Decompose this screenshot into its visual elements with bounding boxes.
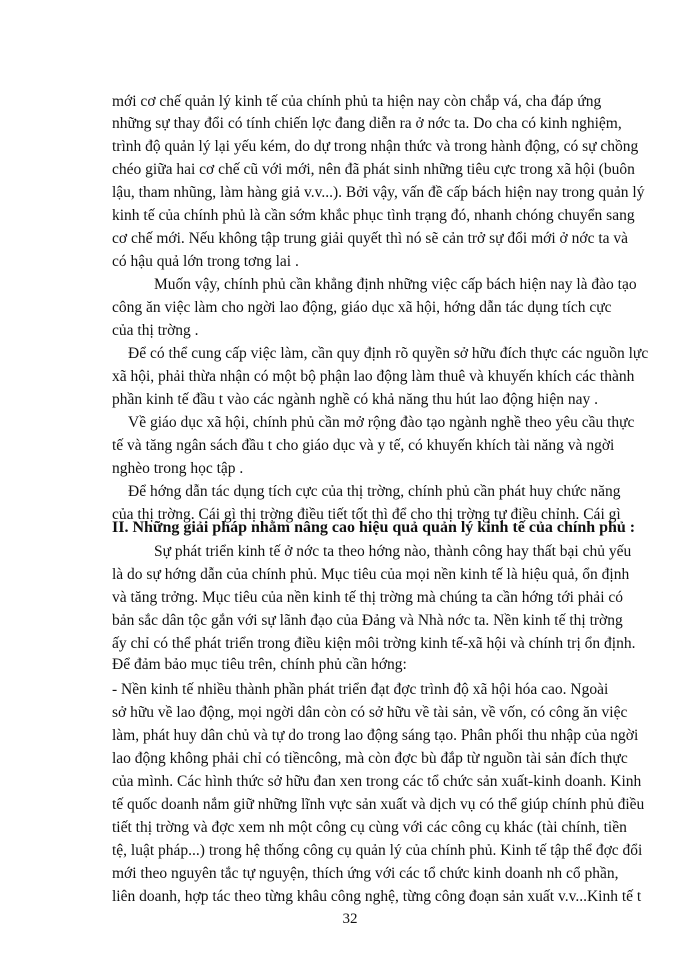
text-line: cơ chế mới. Nếu không tập trung giải quyết thì nó sẽ cản trở sự đổi mới ở nớc ta và: [112, 230, 629, 247]
text-line: bản sắc dân tộc gắn với sự lãnh đạo của Đảng và Nhà nớc ta. Nền kinh tế thị trờng: [112, 612, 623, 629]
text-line: nghèo trong học tập .: [112, 460, 244, 477]
text-line: - Nền kinh tế nhiều thành phần phát triển đạt đợc trình độ xã hội hóa cao. Ngoài: [112, 681, 609, 698]
text-line: sở hữu về lao động, mọi ngời dân còn có sở hữu về tài sản, về vốn, có công ăn việc: [112, 704, 628, 721]
section-heading: II. Những giải pháp nhằm nâng cao hiệu quả quản lý kinh tế của chính phủ :: [112, 519, 636, 536]
text-line: có hậu quả lớn trong tơng lai .: [112, 253, 299, 270]
text-line: chéo giữa hai cơ chế cũ với mới, nên đã phát sinh những tiêu cực trong xã hội (buôn: [112, 161, 635, 178]
text-line: của mình. Các hình thức sở hữu đan xen trong các tổ chức sản xuất-kinh doanh. Kinh: [112, 773, 642, 790]
text-line: mới cơ chế quản lý kinh tế của chính phủ ta hiện nay còn chắp vá, cha đáp ứng: [112, 93, 602, 110]
text-line: tế và tăng ngân sách đầu t cho giáo dục và y tế, có khuyến khích tài năng và ngời: [112, 437, 615, 454]
text-line: của thị trờng. Cái gì thị trờng điều tiết tốt thì để cho thị trờng tự điều chỉnh. Cái gì: [112, 506, 621, 523]
text-line: là do sự hớng dẫn của chính phủ. Mục tiêu của mọi nền kinh tế là hiệu quả, ổn định: [112, 566, 630, 583]
text-line: Về giáo dục xã hội, chính phủ cần mở rộng đào tạo ngành nghề theo yêu cầu thực: [128, 414, 635, 431]
text-line: Để hớng dẫn tác dụng tích cực của thị trờng, chính phủ cần phát huy chức năng: [128, 483, 621, 500]
text-line: những sự thay đổi có tính chiến lợc đang diễn ra ở nớc ta. Do cha có kinh nghiệm,: [112, 115, 622, 132]
text-line: công ăn việc làm cho ngời lao động, giáo dục xã hội, hớng dẫn tác dụng tích cực: [112, 299, 612, 316]
text-line: xã hội, phải thừa nhận có một bộ phận lao động làm thuê và khuyến khích các thành: [112, 368, 635, 385]
text-line: liên doanh, hợp tác theo từng khâu công nghệ, từng công đoạn sản xuất v.v...Kinh tế t: [112, 888, 642, 905]
text-line: phần kinh tế đầu t vào các ngành nghề có khả năng thu hút lao động hiện nay .: [112, 391, 598, 408]
text-line: mới theo nguyên tắc tự nguyện, thích ứng với các tổ chức kinh doanh nh cổ phần,: [112, 865, 619, 882]
text-line: kinh tế của chính phủ là cần sớm khắc phục tình trạng đó, nhanh chóng chuyển sang: [112, 207, 635, 224]
text-line: của thị trờng .: [112, 322, 199, 339]
page-number: 32: [342, 911, 358, 927]
text-line: lậu, tham nhũng, làm hàng giả v.v...). Bởi vậy, vấn đề cấp bách hiện nay trong quản lý: [112, 184, 645, 201]
text-line: tiết thị trờng và đợc xem nh một công cụ cùng với các công cụ khác (tài chính, tiền: [112, 819, 627, 836]
text-line: tế quốc doanh nắm giữ những lĩnh vực sản xuất và dịch vụ có thể giúp chính phủ điều: [112, 796, 645, 813]
text-line: Để đảm bảo mục tiêu trên, chính phủ cần hớng:: [112, 656, 407, 673]
text-line: Muốn vậy, chính phủ cần khẳng định những việc cấp bách hiện nay là đào tạo: [154, 276, 637, 293]
text-line: lao động không phải chỉ có tiềncông, mà còn đợc bù đắp từ nguồn tài sản đích thực: [112, 750, 628, 767]
text-line: Để có thể cung cấp việc làm, cần quy định rõ quyền sở hữu đích thực các nguồn lực: [128, 345, 649, 362]
text-line: Sự phát triển kinh tế ở nớc ta theo hớng nào, thành công hay thất bại chủ yếu: [154, 543, 632, 560]
text-line: ấy chỉ có thể phát triển trong điều kiện môi trờng kinh tế-xã hội và chính trị ổn định.: [112, 635, 636, 652]
text-line: tệ, luật pháp...) trong hệ thống công cụ quản lý của chính phủ. Kinh tế tập thể đợc đổi: [112, 842, 643, 859]
text-line: trình độ quản lý lại yếu kém, do dự trong nhận thức và trong hành động, có sự chồng: [112, 138, 639, 155]
text-line: và tăng trởng. Mục tiêu của nền kinh tế thị trờng mà chúng ta cần hớng tới phải có: [112, 589, 624, 606]
text-line: làm, phát huy dân chủ và tự do trong lao động sáng tạo. Phân phối thu nhập của ngời: [112, 727, 639, 744]
